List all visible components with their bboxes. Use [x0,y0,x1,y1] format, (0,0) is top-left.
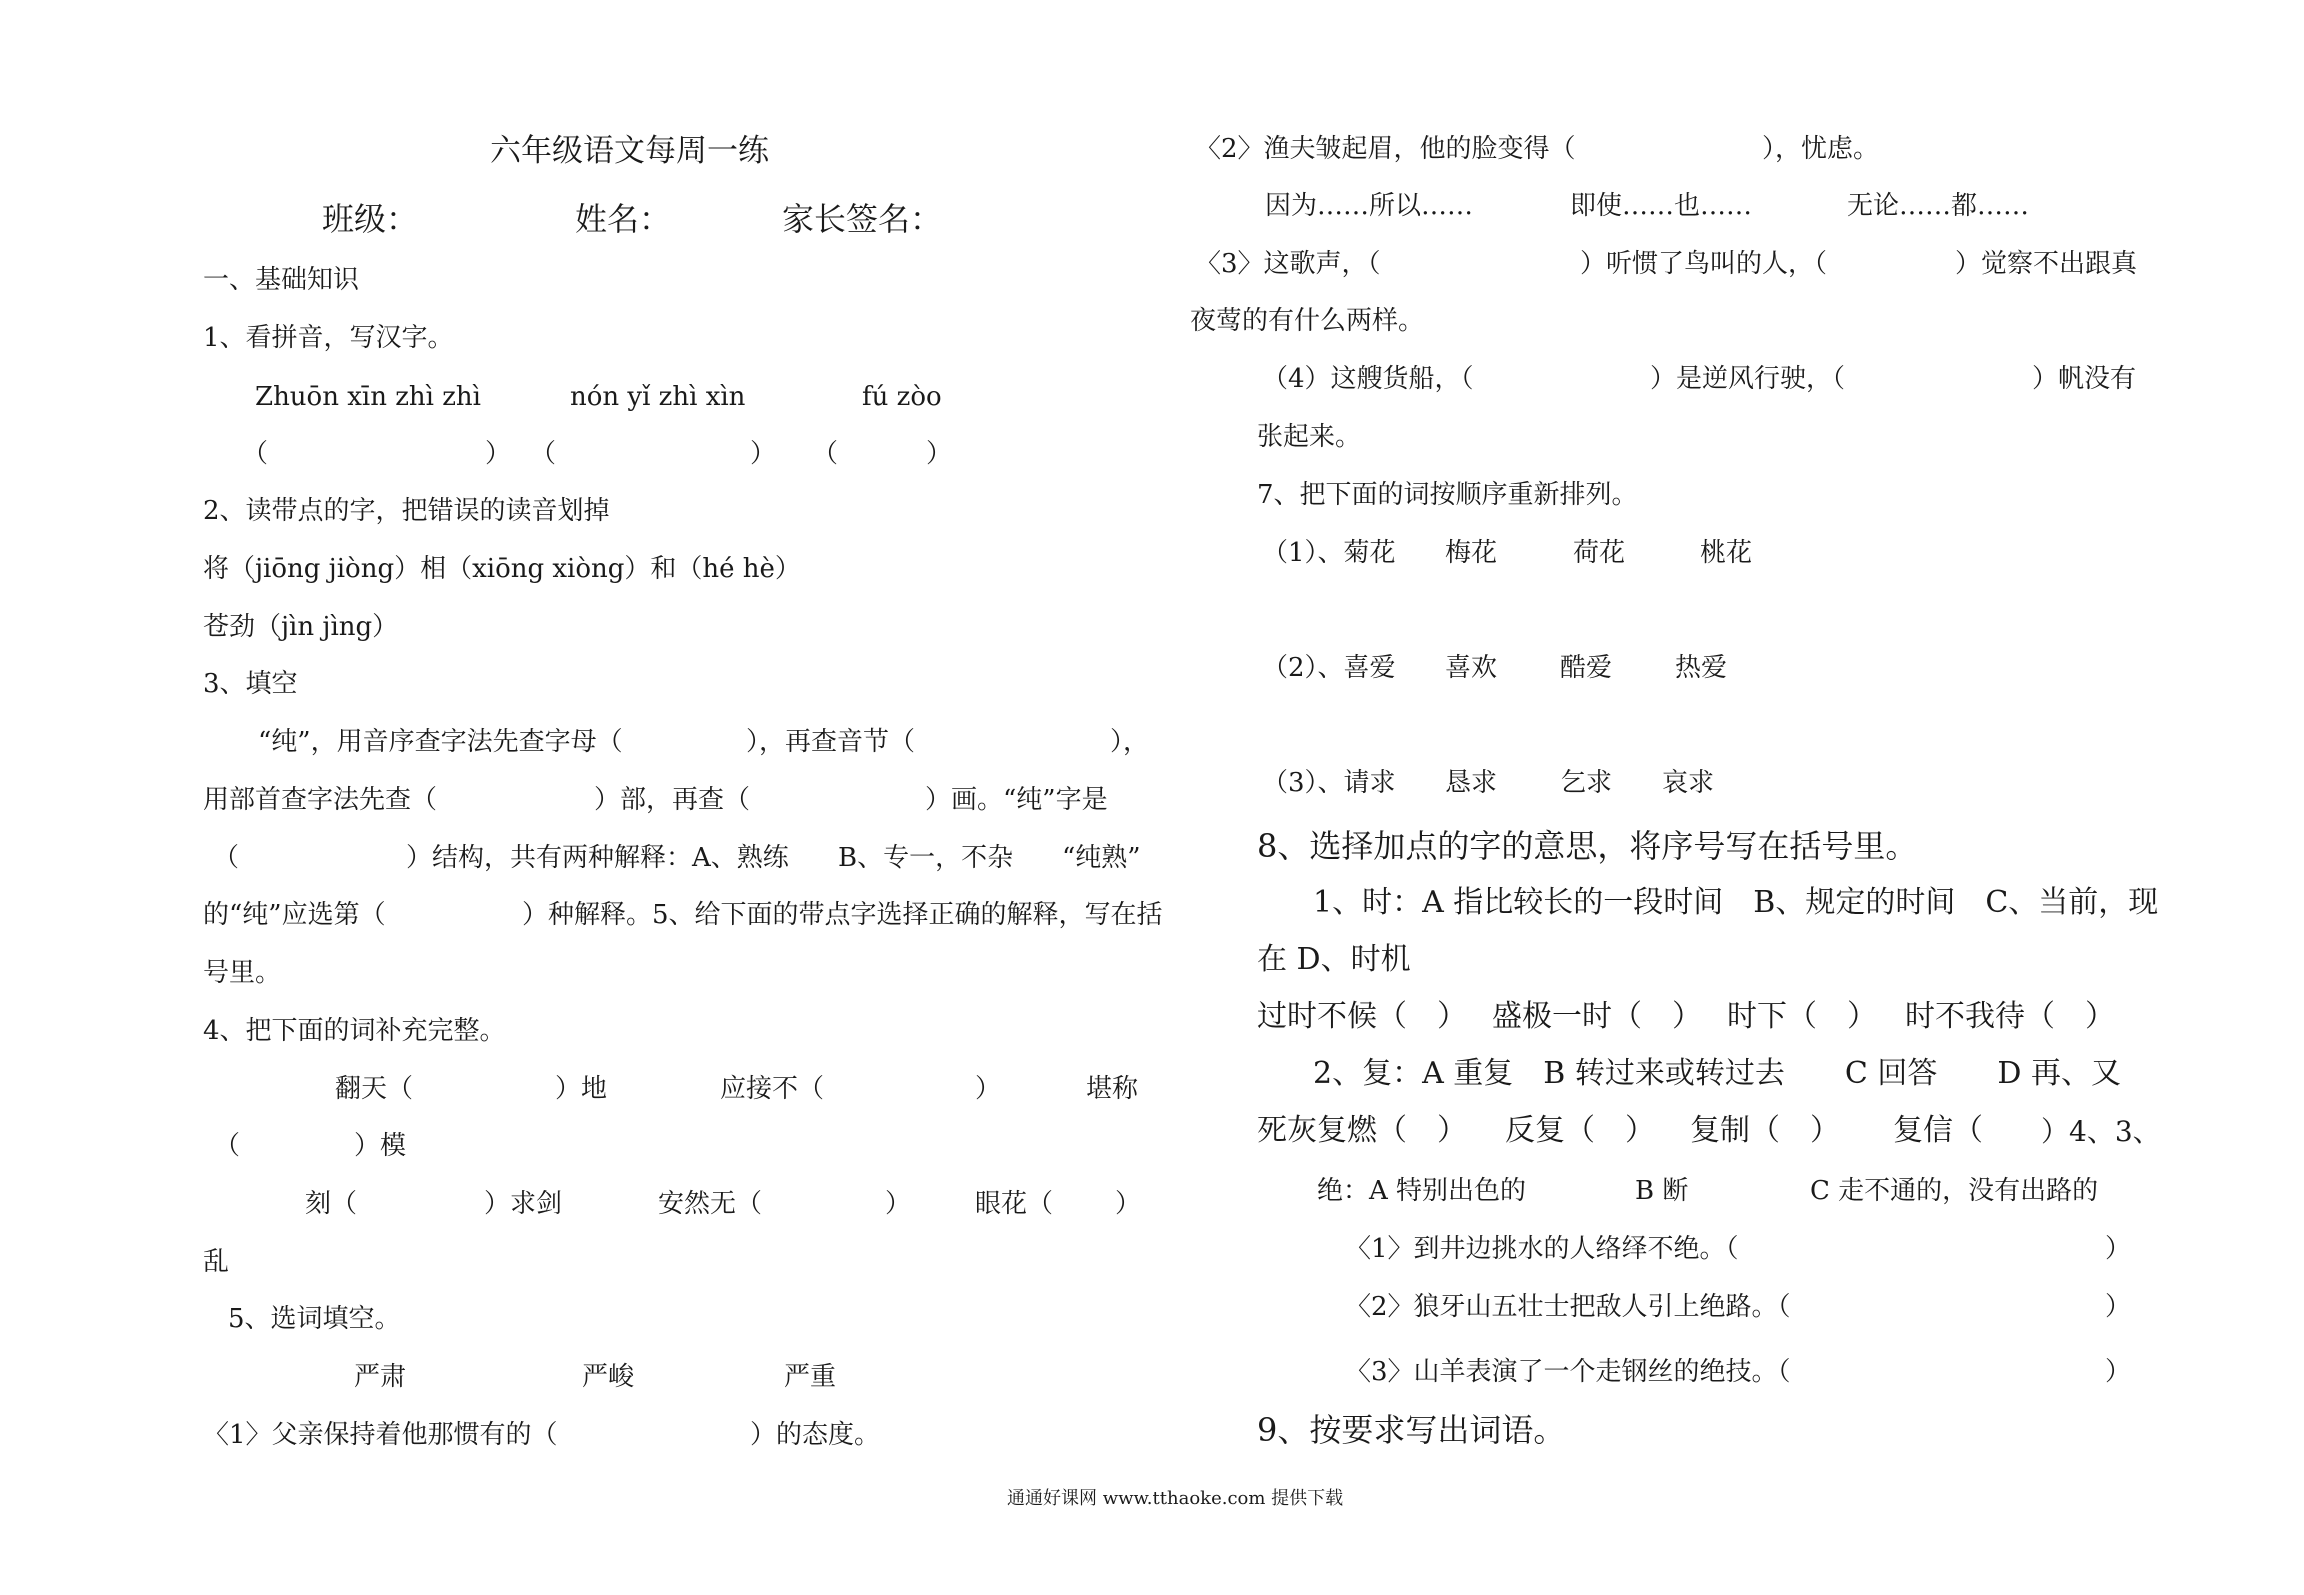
q8-choice: 时下（ ） [1727,999,1877,1034]
q3-text: “纯熟” [1062,843,1141,873]
q3-text: 的“纯”应选第（ [203,900,386,930]
jue-close: ） [2105,1292,2132,1322]
blank-open: （ [242,439,269,469]
q4-word: ） [1115,1189,1142,1219]
q5-sentence: ），忧虑。 [1762,134,1880,164]
q7-word: 喜欢 [1445,653,1498,683]
q5-sentence: 〈3〉这歌声，（ [1195,249,1381,279]
jue-option: 绝：A 特别出色的 [1317,1176,1527,1206]
q2-line: 将（jiōng jiòng）相（xiōng xiòng）和（hé hè） [203,554,801,584]
q5-sentence: ）听惯了鸟叫的人，（ [1580,249,1828,279]
blank-close: ） [750,439,777,469]
q5-sentence: 〈2〉渔夫皱起眉，他的脸变得（ [1195,134,1576,164]
q8-item: 2、复：A 重复 B 转过来或转过去 C 回答 D 再、又 [1313,1056,2121,1091]
q8-choice: 时不我待（ ） [1905,999,2115,1034]
q5-sentence: 〈1〉父亲保持着他那惯有的（ [203,1420,558,1450]
q3-text: “纯”，用音序查字法先查字母（ [258,727,623,757]
q7-title: 7、把下面的词按顺序重新排列。 [1257,480,1638,510]
q7-word: 桃花 [1700,538,1753,568]
q4-title: 4、把下面的词补充完整。 [203,1016,506,1046]
q5-title: 5、选词填空。 [228,1304,401,1334]
q3-text: ）部，再查（ [594,785,751,815]
q3-text: B、专一，不杂 [838,843,1014,873]
q4-word: ）求剑 [484,1189,563,1219]
section-heading: 一、基础知识 [203,265,360,295]
q7-word: （1）、菊花 [1262,538,1396,568]
conjunction-option: 即使……也…… [1570,191,1753,221]
q7-word: 荷花 [1573,538,1626,568]
q8-choice: 反复（ ） [1505,1113,1655,1148]
q5-sentence: 夜莺的有什么两样。 [1190,306,1425,336]
q7-word: 梅花 [1445,538,1498,568]
q8-choice: ）4、3、 [2041,1115,2161,1148]
jue-close: ） [2105,1357,2132,1387]
q4-word: 应接不（ [720,1074,825,1104]
class-label: 班级： [322,200,419,238]
q4-word: 刻（ [305,1189,358,1219]
q4-word: 眼花（ [975,1189,1054,1219]
q7-word: 酷爱 [1560,653,1613,683]
name-label: 姓名： [575,200,672,238]
q3-text: ）结构，共有两种解释：A、熟练 [406,843,789,873]
q4-word: （ [214,1131,241,1161]
blank-close: ） [485,439,512,469]
q8-item: 在 D、时机 [1257,942,1411,977]
q3-text: （ [213,843,240,873]
q5-sentence: ）的态度。 [750,1420,881,1450]
q2-title: 2、读带点的字，把错误的读音划掉 [203,496,610,526]
q4-word: 安然无（ [658,1189,763,1219]
q4-word: ）地 [555,1074,608,1104]
q8-title: 8、选择加点的字的意思，将序号写在括号里。 [1257,827,1918,865]
q1-title: 1、看拼音，写汉字。 [203,323,454,353]
q4-word: 翻天（ [335,1074,414,1104]
pinyin-item: fú zòo [862,382,942,412]
q7-word: （3）、请求 [1262,768,1396,798]
q3-title: 3、填空 [203,669,298,699]
blank-open: （ [812,439,839,469]
q5-word: 严重 [784,1362,837,1392]
q7-word: 热爱 [1675,653,1728,683]
q5-word: 严肃 [354,1362,407,1392]
page-title: 六年级语文每周一练 [490,133,769,169]
jue-option: C 走不通的，没有出路的 [1810,1176,2099,1206]
footer-credit: 通通好课网 www.tthaoke.com 提供下载 [1007,1488,1344,1509]
q8-choice: 复制（ ） [1690,1113,1840,1148]
q8-item: 1、时：A 指比较长的一段时间 B、规定的时间 C、当前，现 [1313,885,2159,920]
q7-word: 哀求 [1662,768,1715,798]
blank-close: ） [926,439,953,469]
q3-text: ），再查音节（ [746,727,916,757]
q5-sentence: 张起来。 [1257,422,1362,452]
q7-word: （2）、喜爱 [1262,653,1396,683]
q7-word: 乞求 [1560,768,1613,798]
jue-close: ） [2105,1234,2132,1264]
pinyin-item: nón yǐ zhì xìn [570,382,746,412]
conjunction-option: 因为……所以…… [1265,191,1474,221]
q4-word: 堪称 [1086,1074,1139,1104]
q5-word: 严峻 [582,1362,635,1392]
q3-text: 号里。 [203,958,282,988]
jue-option: B 断 [1635,1176,1689,1206]
q4-word: 乱 [203,1247,230,1277]
q4-word: ） [975,1074,1002,1104]
q7-word: 恳求 [1445,768,1498,798]
conjunction-option: 无论……都…… [1847,191,2030,221]
q8-choice: 过时不候（ ） [1257,999,1467,1034]
pinyin-item: Zhuōn xīn zhì zhì [255,382,481,412]
jue-sentence: 〈3〉山羊表演了一个走钢丝的绝技。（ [1345,1357,1791,1387]
q5-sentence: ）是逆风行驶，（ [1650,364,1846,394]
jue-sentence: 〈2〉狼牙山五壮士把敌人引上绝路。（ [1345,1292,1791,1322]
blank-open: （ [530,439,557,469]
q8-choice: 死灰复燃（ ） [1257,1113,1467,1148]
q3-text: ）种解释。5、给下面的带点字选择正确的解释，写在括 [522,900,1163,930]
q8-choice: 复信（ [1893,1113,1983,1148]
q4-word: ） [885,1189,912,1219]
parent-signature-label: 家长签名： [782,200,943,238]
q2-line: 苍劲（jìn jìng） [203,612,399,642]
q5-sentence: ）帆没有 [2032,364,2137,394]
q9-title: 9、按要求写出词语。 [1257,1411,1566,1449]
q3-text: ）画。“纯”字是 [925,785,1108,815]
q4-word: ）模 [354,1131,407,1161]
q5-sentence: （4）这艘货船，（ [1262,364,1474,394]
jue-sentence: 〈1〉到井边挑水的人络绎不绝。（ [1345,1234,1739,1264]
q3-text: ）， [1110,727,1150,757]
q3-text: 用部首查字法先查（ [203,785,438,815]
q8-choice: 盛极一时（ ） [1492,999,1702,1034]
q5-sentence: ）觉察不出跟真 [1955,249,2138,279]
